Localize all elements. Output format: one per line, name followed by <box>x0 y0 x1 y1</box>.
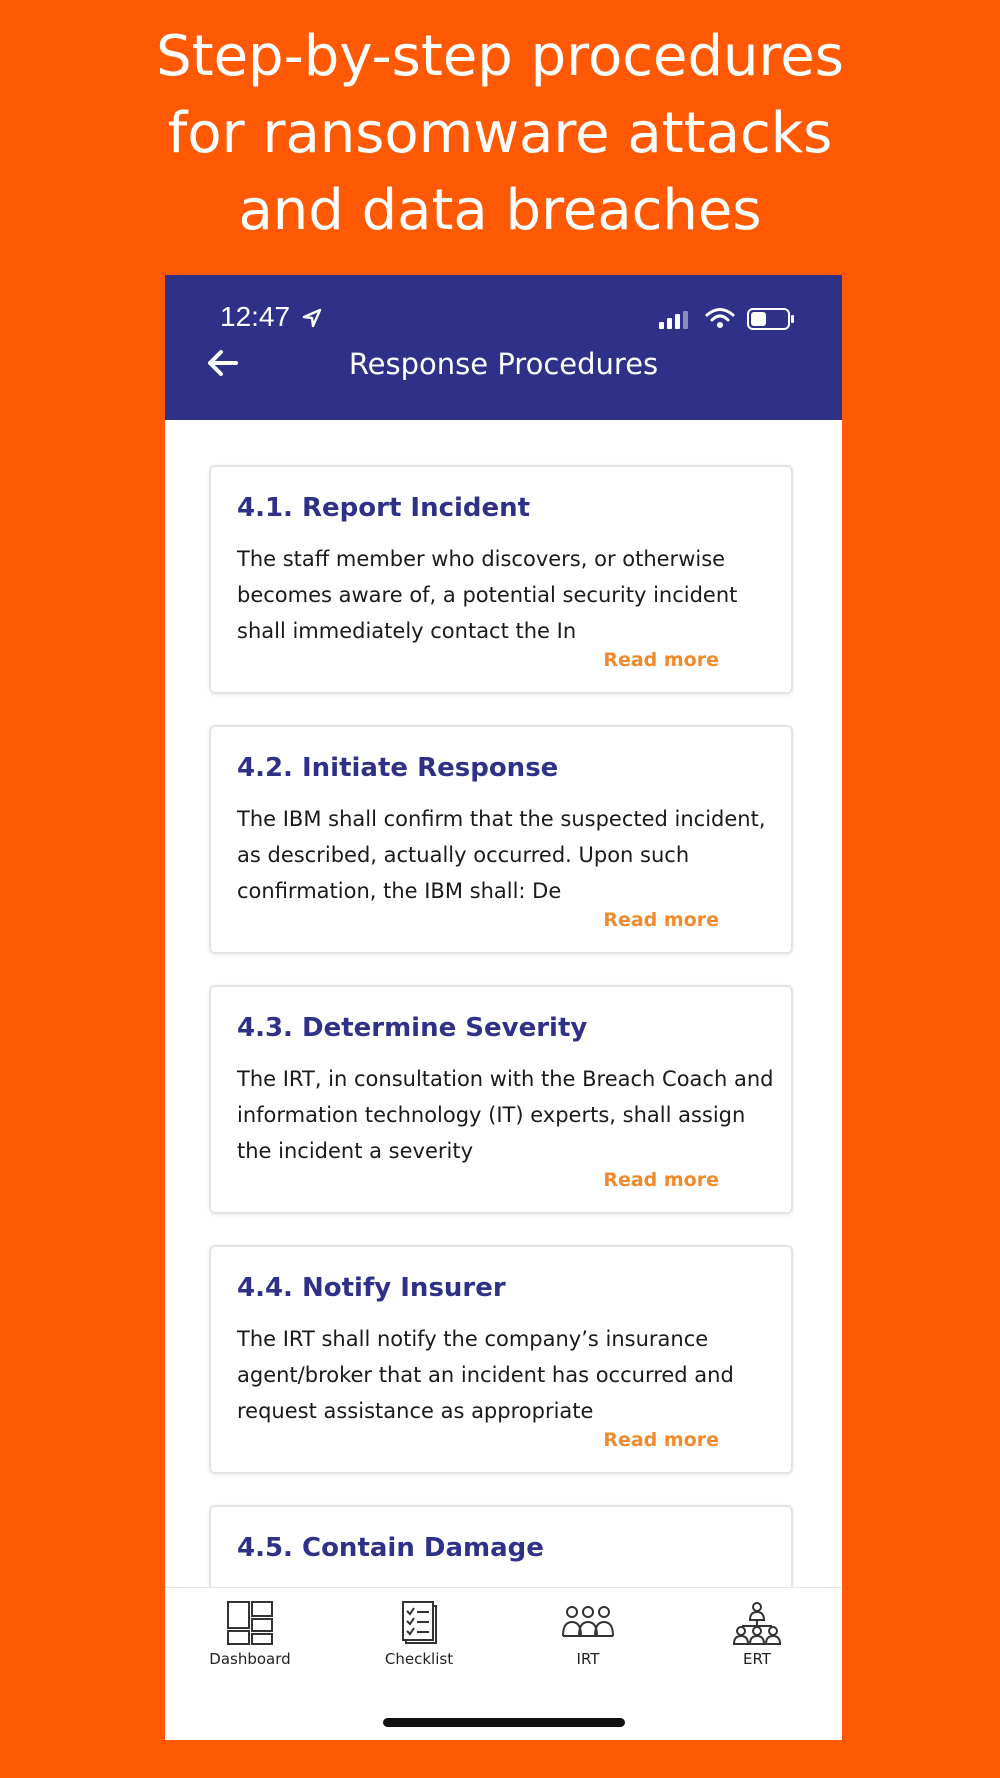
tab-ert[interactable] <box>672 1600 842 1668</box>
procedure-title: 4.2. Initiate Response <box>237 753 559 783</box>
app-bar <box>165 275 842 420</box>
promo-headline <box>0 18 1000 249</box>
location-arrow-icon <box>301 307 323 329</box>
org-chart-icon <box>732 1600 782 1646</box>
procedure-title: 4.1. Report Incident <box>237 493 531 523</box>
tab-label: Checklist <box>384 1650 454 1668</box>
procedure-title: 4.4. Notify Insurer <box>237 1273 506 1303</box>
read-more-link[interactable]: Read more <box>603 909 719 931</box>
procedure-card[interactable] <box>209 1245 793 1474</box>
checklist-icon <box>397 1600 441 1646</box>
procedure-title: 4.5. Contain Damage <box>237 1533 544 1563</box>
tab-dashboard[interactable] <box>165 1600 335 1668</box>
team-icon <box>561 1600 615 1646</box>
status-time: 12:47 <box>220 301 291 332</box>
headline-line-2: for ransomware attacks <box>167 101 833 166</box>
home-indicator <box>383 1718 625 1727</box>
procedure-summary: The IRT, in consultation with the Breach Coach and information technology (IT) experts, shall assign the incident a severity <box>237 1067 774 1163</box>
bottom-tab-bar <box>165 1587 842 1740</box>
tab-irt[interactable] <box>503 1600 673 1668</box>
phone-screen <box>165 275 842 1740</box>
wifi-icon <box>705 307 735 329</box>
dashboard-icon <box>226 1600 274 1646</box>
tab-label: Dashboard <box>209 1650 291 1668</box>
procedure-summary: The IBM shall confirm that the suspected incident, as described, actually occurred. Upon such confirmation, the IBM shall: De <box>237 807 766 903</box>
procedure-card[interactable] <box>209 725 793 954</box>
procedures-list <box>165 420 842 1740</box>
read-more-link[interactable]: Read more <box>603 1169 719 1191</box>
tab-checklist[interactable] <box>334 1600 504 1668</box>
page-title: Response Procedures <box>348 347 659 381</box>
tab-label: IRT <box>576 1650 600 1668</box>
procedure-card[interactable] <box>209 985 793 1214</box>
read-more-link[interactable]: Read more <box>603 649 719 671</box>
procedure-summary: The IRT shall notify the company’s insurance agent/broker that an incident has occurred and request assistance as appropriate <box>237 1327 734 1423</box>
headline-line-3: and data breaches <box>238 178 762 243</box>
procedure-card[interactable] <box>209 465 793 694</box>
procedure-summary: The staff member who discovers, or otherwise becomes aware of, a potential security incident shall immediately contact the In <box>237 547 738 643</box>
cellular-signal-icon <box>659 311 689 329</box>
read-more-link[interactable]: Read more <box>603 1429 719 1451</box>
procedure-title: 4.3. Determine Severity <box>237 1013 588 1043</box>
battery-icon <box>747 308 795 330</box>
headline-line-1: Step-by-step procedures <box>156 24 844 89</box>
tab-label: ERT <box>743 1650 771 1668</box>
